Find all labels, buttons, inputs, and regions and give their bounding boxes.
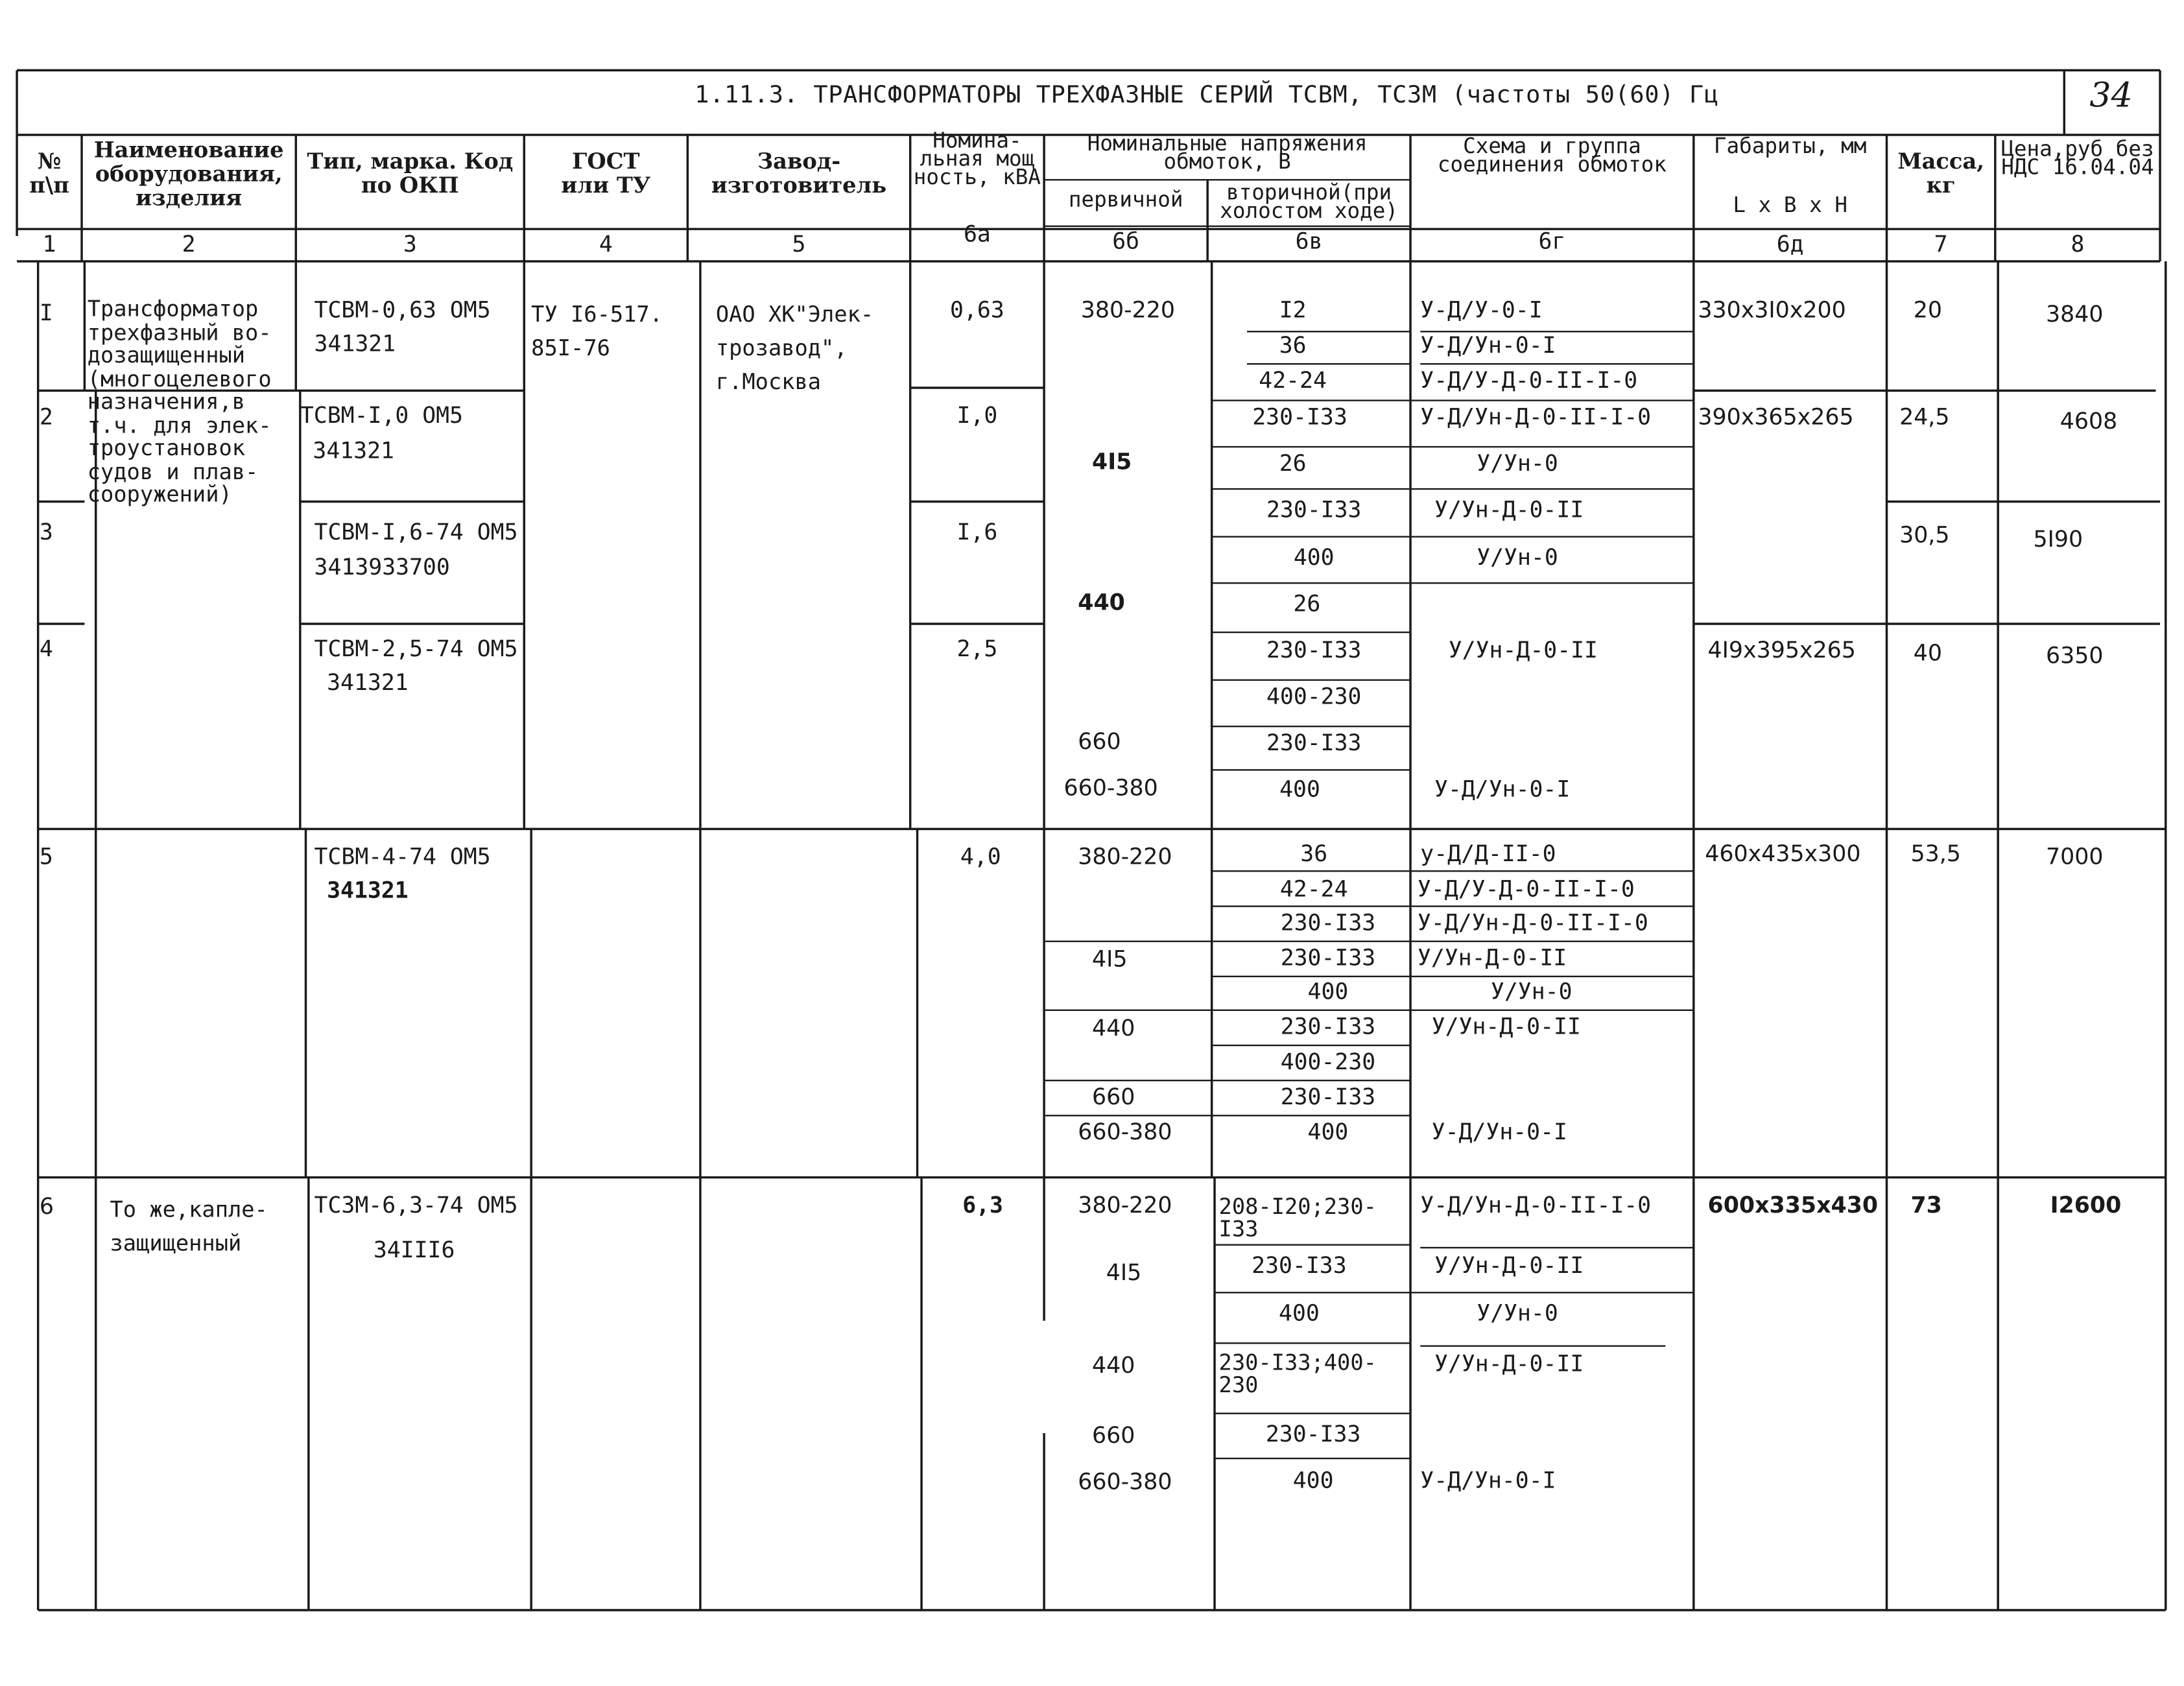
primary-voltage: 4I5 — [1106, 1259, 1142, 1286]
mass: 40 — [1913, 639, 1943, 667]
item-power: I,6 — [956, 518, 998, 545]
scheme: У/Ун-Д-0-II — [1434, 1252, 1584, 1279]
row-number: 3 — [39, 518, 53, 545]
scheme: у-Д/Д-II-0 — [1420, 840, 1556, 867]
secondary-voltage: 400 — [1279, 776, 1320, 803]
item-code: 341321 — [327, 877, 409, 904]
primary-voltage: 380-220 — [1078, 843, 1172, 870]
scheme: У-Д/Ун-0-I — [1431, 1118, 1567, 1145]
header-no: № п\п — [29, 147, 69, 198]
dimensions: 4I9x395x265 — [1707, 636, 1856, 663]
secondary-voltage: 230-I33 — [1280, 1013, 1376, 1040]
header-maker: Завод-изготовитель — [711, 147, 887, 198]
secondary-voltage: 42-24 — [1259, 366, 1327, 394]
secondary-voltage: 400 — [1307, 978, 1349, 1005]
item-code: 34III6 — [373, 1236, 455, 1263]
item-power: I,0 — [956, 401, 998, 429]
secondary-voltage: 400 — [1279, 1300, 1320, 1327]
primary-voltage: 380-220 — [1078, 1191, 1172, 1218]
primary-voltage: 440 — [1091, 1014, 1135, 1041]
item-code: 3413933700 — [314, 553, 450, 580]
row-number: I — [39, 299, 53, 326]
secondary-voltage: I2 — [1279, 296, 1307, 324]
primary-voltage: 380-220 — [1080, 296, 1176, 324]
secondary-voltage: 230-I33 — [1266, 636, 1362, 663]
item-code: 341321 — [327, 669, 409, 696]
col-number: 8 — [2071, 230, 2085, 257]
scheme: У-Д/Ун-Д-0-II-I-0 — [1417, 908, 1648, 936]
item-code: 341321 — [314, 330, 396, 357]
item-power: 0,63 — [950, 296, 1004, 324]
scheme: У-Д/У-0-I — [1420, 296, 1543, 324]
secondary-voltage: 230-I33;400-230 — [1218, 1350, 1377, 1398]
col-number: 3 — [403, 230, 417, 257]
col-number: 5 — [792, 230, 806, 257]
item-type: ТСВМ-2,5-74 ОМ5 — [314, 635, 518, 662]
scheme: У/Ун-Д-0-II — [1417, 944, 1567, 971]
col-number: 6г — [1538, 228, 1566, 255]
price: I2600 — [2050, 1191, 2122, 1218]
primary-voltage: 660-380 — [1063, 774, 1158, 801]
scheme: У/Ун-Д-0-II — [1434, 1350, 1584, 1377]
secondary-voltage: 230-I33 — [1252, 403, 1347, 431]
mass: 30,5 — [1899, 521, 1950, 549]
header-primary: первичной — [1068, 187, 1183, 213]
header-gost: ГОСТ или ТУ — [561, 147, 651, 198]
header-secondary: вторичной(при холостом ходе) — [1220, 180, 1398, 224]
primary-voltage: 660-380 — [1078, 1468, 1172, 1495]
secondary-voltage: 230-I33 — [1280, 1083, 1376, 1110]
secondary-voltage: 42-24 — [1279, 875, 1348, 903]
item-type: ТСЗМ-6,3-74 ОМ5 — [314, 1191, 518, 1218]
row-number: 6 — [39, 1193, 54, 1220]
secondary-voltage: 26 — [1293, 590, 1321, 617]
dimensions: 460x435x300 — [1705, 840, 1861, 867]
document-title: 1.11.3. ТРАНСФОРМАТОРЫ ТРЕХФАЗНЫЕ СЕРИЙ ТСВМ, ТСЗМ (частоты 50(60) Гц — [694, 81, 1719, 110]
secondary-voltage: 230-I33 — [1252, 1252, 1347, 1279]
price: 3840 — [2046, 300, 2104, 327]
item-code: 341321 — [313, 436, 394, 464]
secondary-voltage: 230-I33 — [1266, 729, 1362, 756]
secondary-voltage: 26 — [1279, 449, 1307, 477]
secondary-voltage: 400 — [1292, 1467, 1334, 1494]
primary-voltage: 660-380 — [1078, 1118, 1172, 1145]
row-number: 5 — [39, 843, 53, 870]
col-number: 4 — [599, 230, 613, 257]
header-price: Цена,руб без НДС 16.04.04 — [2001, 136, 2154, 180]
price: 4608 — [2059, 407, 2118, 434]
header-voltage: Номинальные напряжения обмоток, В — [1087, 130, 1368, 174]
secondary-voltage: 36 — [1279, 331, 1307, 359]
scheme: У/Ун-Д-0-II — [1431, 1013, 1581, 1040]
row-number: 4 — [39, 635, 53, 662]
scheme: У-Д/У-Д-0-II-I-0 — [1417, 875, 1635, 903]
primary-voltage: 660 — [1091, 1421, 1135, 1449]
scheme: У-Д/Ун-0-I — [1420, 1467, 1556, 1494]
mass: 20 — [1913, 296, 1943, 324]
secondary-voltage: 400-230 — [1266, 683, 1362, 710]
scheme: У-Д/Ун-0-I — [1420, 331, 1556, 359]
item-gost: ТУ I6-517. 85I-76 — [531, 302, 663, 361]
primary-voltage: 4I5 — [1091, 448, 1132, 475]
col-number: 1 — [42, 230, 56, 257]
secondary-voltage: 400-230 — [1280, 1048, 1376, 1075]
header-dims-lbh: L x B x H — [1733, 192, 1847, 218]
header-type: Тип, марка. Код по ОКП — [307, 147, 514, 198]
mass: 73 — [1910, 1191, 1942, 1218]
col-number: 6д — [1776, 230, 1804, 257]
scheme: У-Д/Ун-Д-0-II-I-0 — [1420, 403, 1652, 431]
price: 5I90 — [2033, 525, 2083, 552]
primary-voltage: 4I5 — [1091, 945, 1128, 973]
item-type: ТСВМ-I,6-74 ОМ5 — [314, 518, 518, 545]
scheme: У/Ун-0 — [1477, 1300, 1558, 1327]
secondary-voltage: 230-I33 — [1280, 908, 1376, 936]
item-power: 2,5 — [956, 635, 998, 662]
primary-voltage: 660 — [1078, 728, 1121, 755]
secondary-voltage: 208-I20;230-I33 — [1218, 1194, 1377, 1242]
mass: 24,5 — [1899, 403, 1950, 431]
col-number: 6в — [1295, 228, 1323, 255]
primary-voltage: 660 — [1091, 1083, 1135, 1110]
header-name: Наименование оборудования, изделия — [93, 136, 284, 211]
item-power: 4,0 — [960, 843, 1001, 870]
header-scheme: Схема и группа соединения обмоток — [1437, 133, 1667, 178]
col-number: 6б — [1112, 228, 1140, 255]
item-maker: ОАО ХК"Элек-трозавод", г.Москва — [715, 302, 874, 395]
header-dims: Габариты, мм — [1713, 133, 1867, 159]
dimensions: 600x335x430 — [1707, 1191, 1879, 1218]
dimensions: 330x3I0x200 — [1698, 296, 1846, 324]
item-name: Трансформатор трехфазный во-дозащищенный (многоцелевого назначения,в т.ч. для элек-троустановок судов и плав-сооружений) — [87, 296, 272, 508]
col-number: 2 — [182, 230, 196, 257]
scheme: У-Д/Ун-0-I — [1434, 776, 1571, 803]
secondary-voltage: 230-I33 — [1266, 495, 1362, 523]
scheme: У/Ун-0 — [1477, 543, 1558, 571]
item-name: То же,капле-защищенный — [110, 1197, 268, 1257]
scheme: У/Ун-Д-0-II — [1448, 636, 1598, 663]
item-type: ТСВМ-0,63 ОМ5 — [314, 296, 491, 324]
price: 6350 — [2046, 642, 2104, 669]
mass: 53,5 — [1910, 840, 1961, 867]
scheme: У/Ун-Д-0-II — [1434, 495, 1584, 523]
secondary-voltage: 230-I33 — [1265, 1420, 1361, 1447]
item-type: ТСВМ-I,0 ОМ5 — [300, 401, 464, 429]
scheme: У-Д/У-Д-0-II-I-0 — [1420, 366, 1638, 394]
header-power: Номина-льная мощ ность, кВА — [913, 128, 1041, 190]
scheme: У-Д/Ун-Д-0-II-I-0 — [1420, 1191, 1652, 1218]
scheme: У/Ун-0 — [1490, 978, 1573, 1005]
header-mass: Масса, кг — [1897, 147, 1984, 198]
item-power: 6,3 — [962, 1191, 1004, 1218]
secondary-voltage: 400 — [1293, 543, 1335, 571]
secondary-voltage: 230-I33 — [1280, 944, 1376, 971]
secondary-voltage: 36 — [1300, 840, 1328, 867]
row-number: 2 — [39, 403, 53, 431]
col-number: 6а — [963, 220, 991, 248]
price: 7000 — [2046, 843, 2104, 870]
primary-voltage: 440 — [1078, 588, 1125, 616]
secondary-voltage: 400 — [1307, 1118, 1349, 1145]
page-number: 34 — [2089, 76, 2133, 115]
scheme: У/Ун-0 — [1477, 449, 1558, 477]
dimensions: 390x365x265 — [1698, 403, 1854, 431]
col-number: 7 — [1934, 230, 1948, 257]
primary-voltage: 440 — [1091, 1351, 1135, 1379]
item-type: ТСВМ-4-74 ОМ5 — [314, 843, 491, 870]
